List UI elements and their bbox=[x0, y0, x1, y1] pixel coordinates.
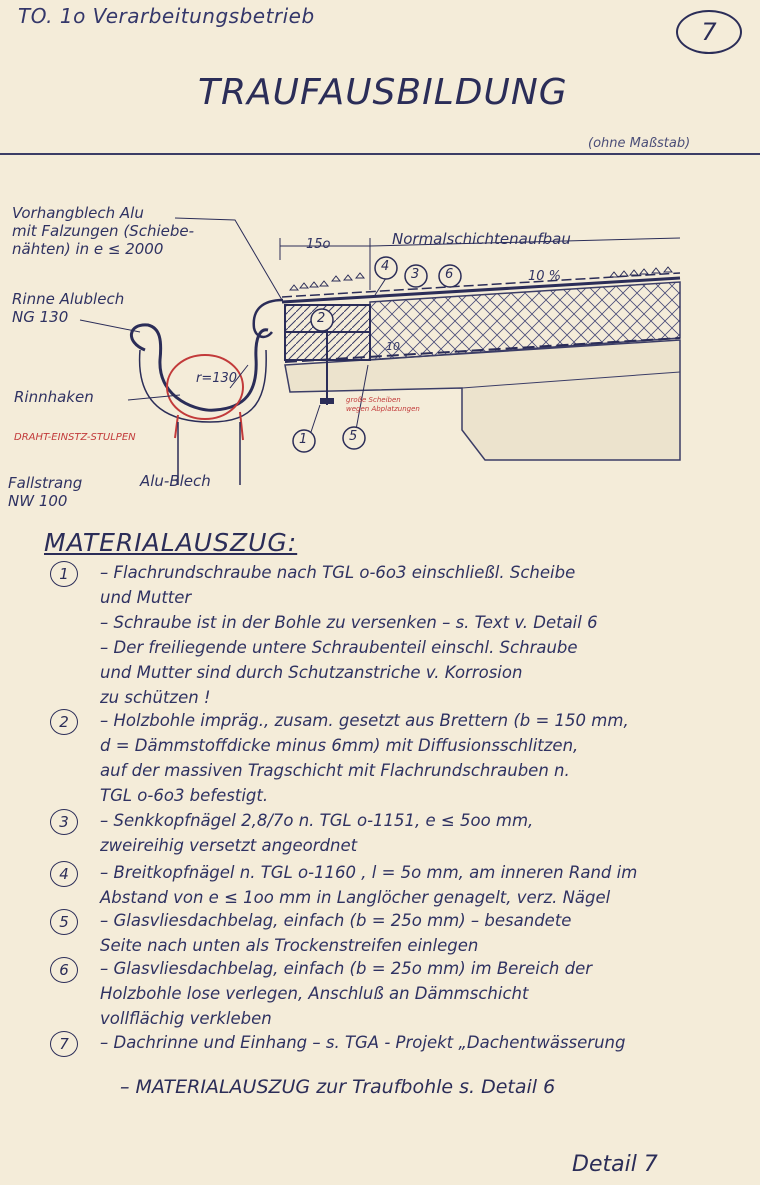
item-6-line: Holzbohle lose verlegen, Anschluß an Dämmschicht bbox=[100, 984, 529, 1003]
label-rinnhaken: Rinnhaken bbox=[14, 388, 94, 406]
callout-3: 3 bbox=[411, 267, 420, 282]
label-fallstrang-1: Fallstrang bbox=[8, 474, 83, 492]
page-title: TRAUFAUSBILDUNG bbox=[198, 72, 568, 113]
item-1-line: zu schützen ! bbox=[100, 688, 211, 707]
item-5-line: – Glasvliesdachbelag, einfach (b = 25o mm) – besandete bbox=[100, 911, 572, 930]
item-4-line: Abstand von e ≤ 1oo mm in Langlöcher genagelt, verz. Nägel bbox=[100, 888, 611, 907]
callout-6: 6 bbox=[445, 267, 454, 282]
item-number-5: 5 bbox=[50, 909, 78, 935]
item-1-line: – Der freiliegende untere Schraubenteil einschl. Schraube bbox=[100, 638, 578, 657]
red-note-2: wegen Abplatzungen bbox=[346, 405, 420, 413]
item-number-7: 7 bbox=[50, 1031, 78, 1057]
item-1-line: und Mutter bbox=[100, 588, 192, 607]
item-2-line: d = Dämmstoffdicke minus 6mm) mit Diffusionsschlitzen, bbox=[100, 736, 579, 755]
detail-label: Detail 7 bbox=[572, 1152, 658, 1177]
scale-note: (ohne Maßstab) bbox=[588, 136, 691, 151]
label-rinne-2: NG 130 bbox=[12, 308, 69, 326]
item-2-line: – Holzbohle impräg., zusam. gesetzt aus Brettern (b = 150 mm, bbox=[100, 711, 629, 730]
label-vorhangblech-2: mit Falzungen (Schiebe- bbox=[12, 222, 195, 240]
label-rinne-1: Rinne Alublech bbox=[12, 290, 125, 308]
drip-sheet bbox=[254, 300, 283, 337]
label-alu-blech: Alu-Blech bbox=[140, 472, 211, 490]
callout-1: 1 bbox=[299, 432, 308, 447]
item-number-1: 1 bbox=[50, 561, 78, 587]
item-6-line: – Glasvliesdachbelag, einfach (b = 25o mm) im Bereich der bbox=[100, 959, 593, 978]
item-number-6: 6 bbox=[50, 957, 78, 983]
item-3-line: – Senkkopfnägel 2,8/7o n. TGL o-1151, e ≤ 5oo mm, bbox=[100, 811, 534, 830]
callout-4: 4 bbox=[381, 259, 390, 274]
item-4-line: – Breitkopfnägel n. TGL o-1160 , l = 5o mm, am inneren Rand im bbox=[100, 863, 638, 882]
label-dim-150: 15o bbox=[306, 237, 331, 252]
callout-5: 5 bbox=[349, 429, 358, 444]
material-footer-note: – MATERIALAUSZUG zur Traufbohle s. Detail 6 bbox=[120, 1076, 556, 1098]
item-5-line: Seite nach unten als Trockenstreifen einlegen bbox=[100, 936, 479, 955]
item-2-line: TGL o-6o3 befestigt. bbox=[100, 786, 269, 805]
material-list-title: MATERIALAUSZUG: bbox=[44, 528, 298, 557]
label-radius: r=130 bbox=[196, 371, 238, 386]
item-7-line: – Dachrinne und Einhang – s. TGA - Projekt „Dachentwässerung bbox=[100, 1033, 626, 1052]
label-vorhangblech-1: Vorhangblech Alu bbox=[12, 204, 144, 222]
item-number-3: 3 bbox=[50, 809, 78, 835]
sheet-number-badge: 7 bbox=[676, 10, 742, 54]
label-vorhangblech-3: nähten) in e ≤ 2000 bbox=[12, 240, 164, 258]
item-number-4: 4 bbox=[50, 861, 78, 887]
label-normalschichten: Normalschichtenaufbau bbox=[392, 230, 571, 248]
item-1-line: und Mutter sind durch Schutzanstriche v. Korrosion bbox=[100, 663, 523, 682]
red-note-1: große Scheiben bbox=[346, 396, 401, 404]
item-number-2: 2 bbox=[50, 709, 78, 735]
label-dim-10: 10 bbox=[386, 340, 400, 353]
label-slope: 10 % bbox=[528, 269, 562, 284]
callout-2: 2 bbox=[317, 311, 326, 326]
item-1-line: – Schraube ist in der Bohle zu versenken – s. Text v. Detail 6 bbox=[100, 613, 598, 632]
project-title: TO. 1o Verarbeitungsbetrieb bbox=[18, 4, 315, 28]
item-1-line: – Flachrundschraube nach TGL o-6o3 einschließl. Scheibe bbox=[100, 563, 576, 582]
label-fallstrang-2: NW 100 bbox=[8, 492, 68, 510]
label-draht: DRAHT-EINSTZ-STULPEN bbox=[14, 432, 136, 443]
item-6-line: vollflächig verkleben bbox=[100, 1009, 272, 1028]
title-divider bbox=[0, 153, 760, 155]
item-3-line: zweireihig versetzt angeordnet bbox=[100, 836, 358, 855]
item-2-line: auf der massiven Tragschicht mit Flachrundschrauben n. bbox=[100, 761, 570, 780]
